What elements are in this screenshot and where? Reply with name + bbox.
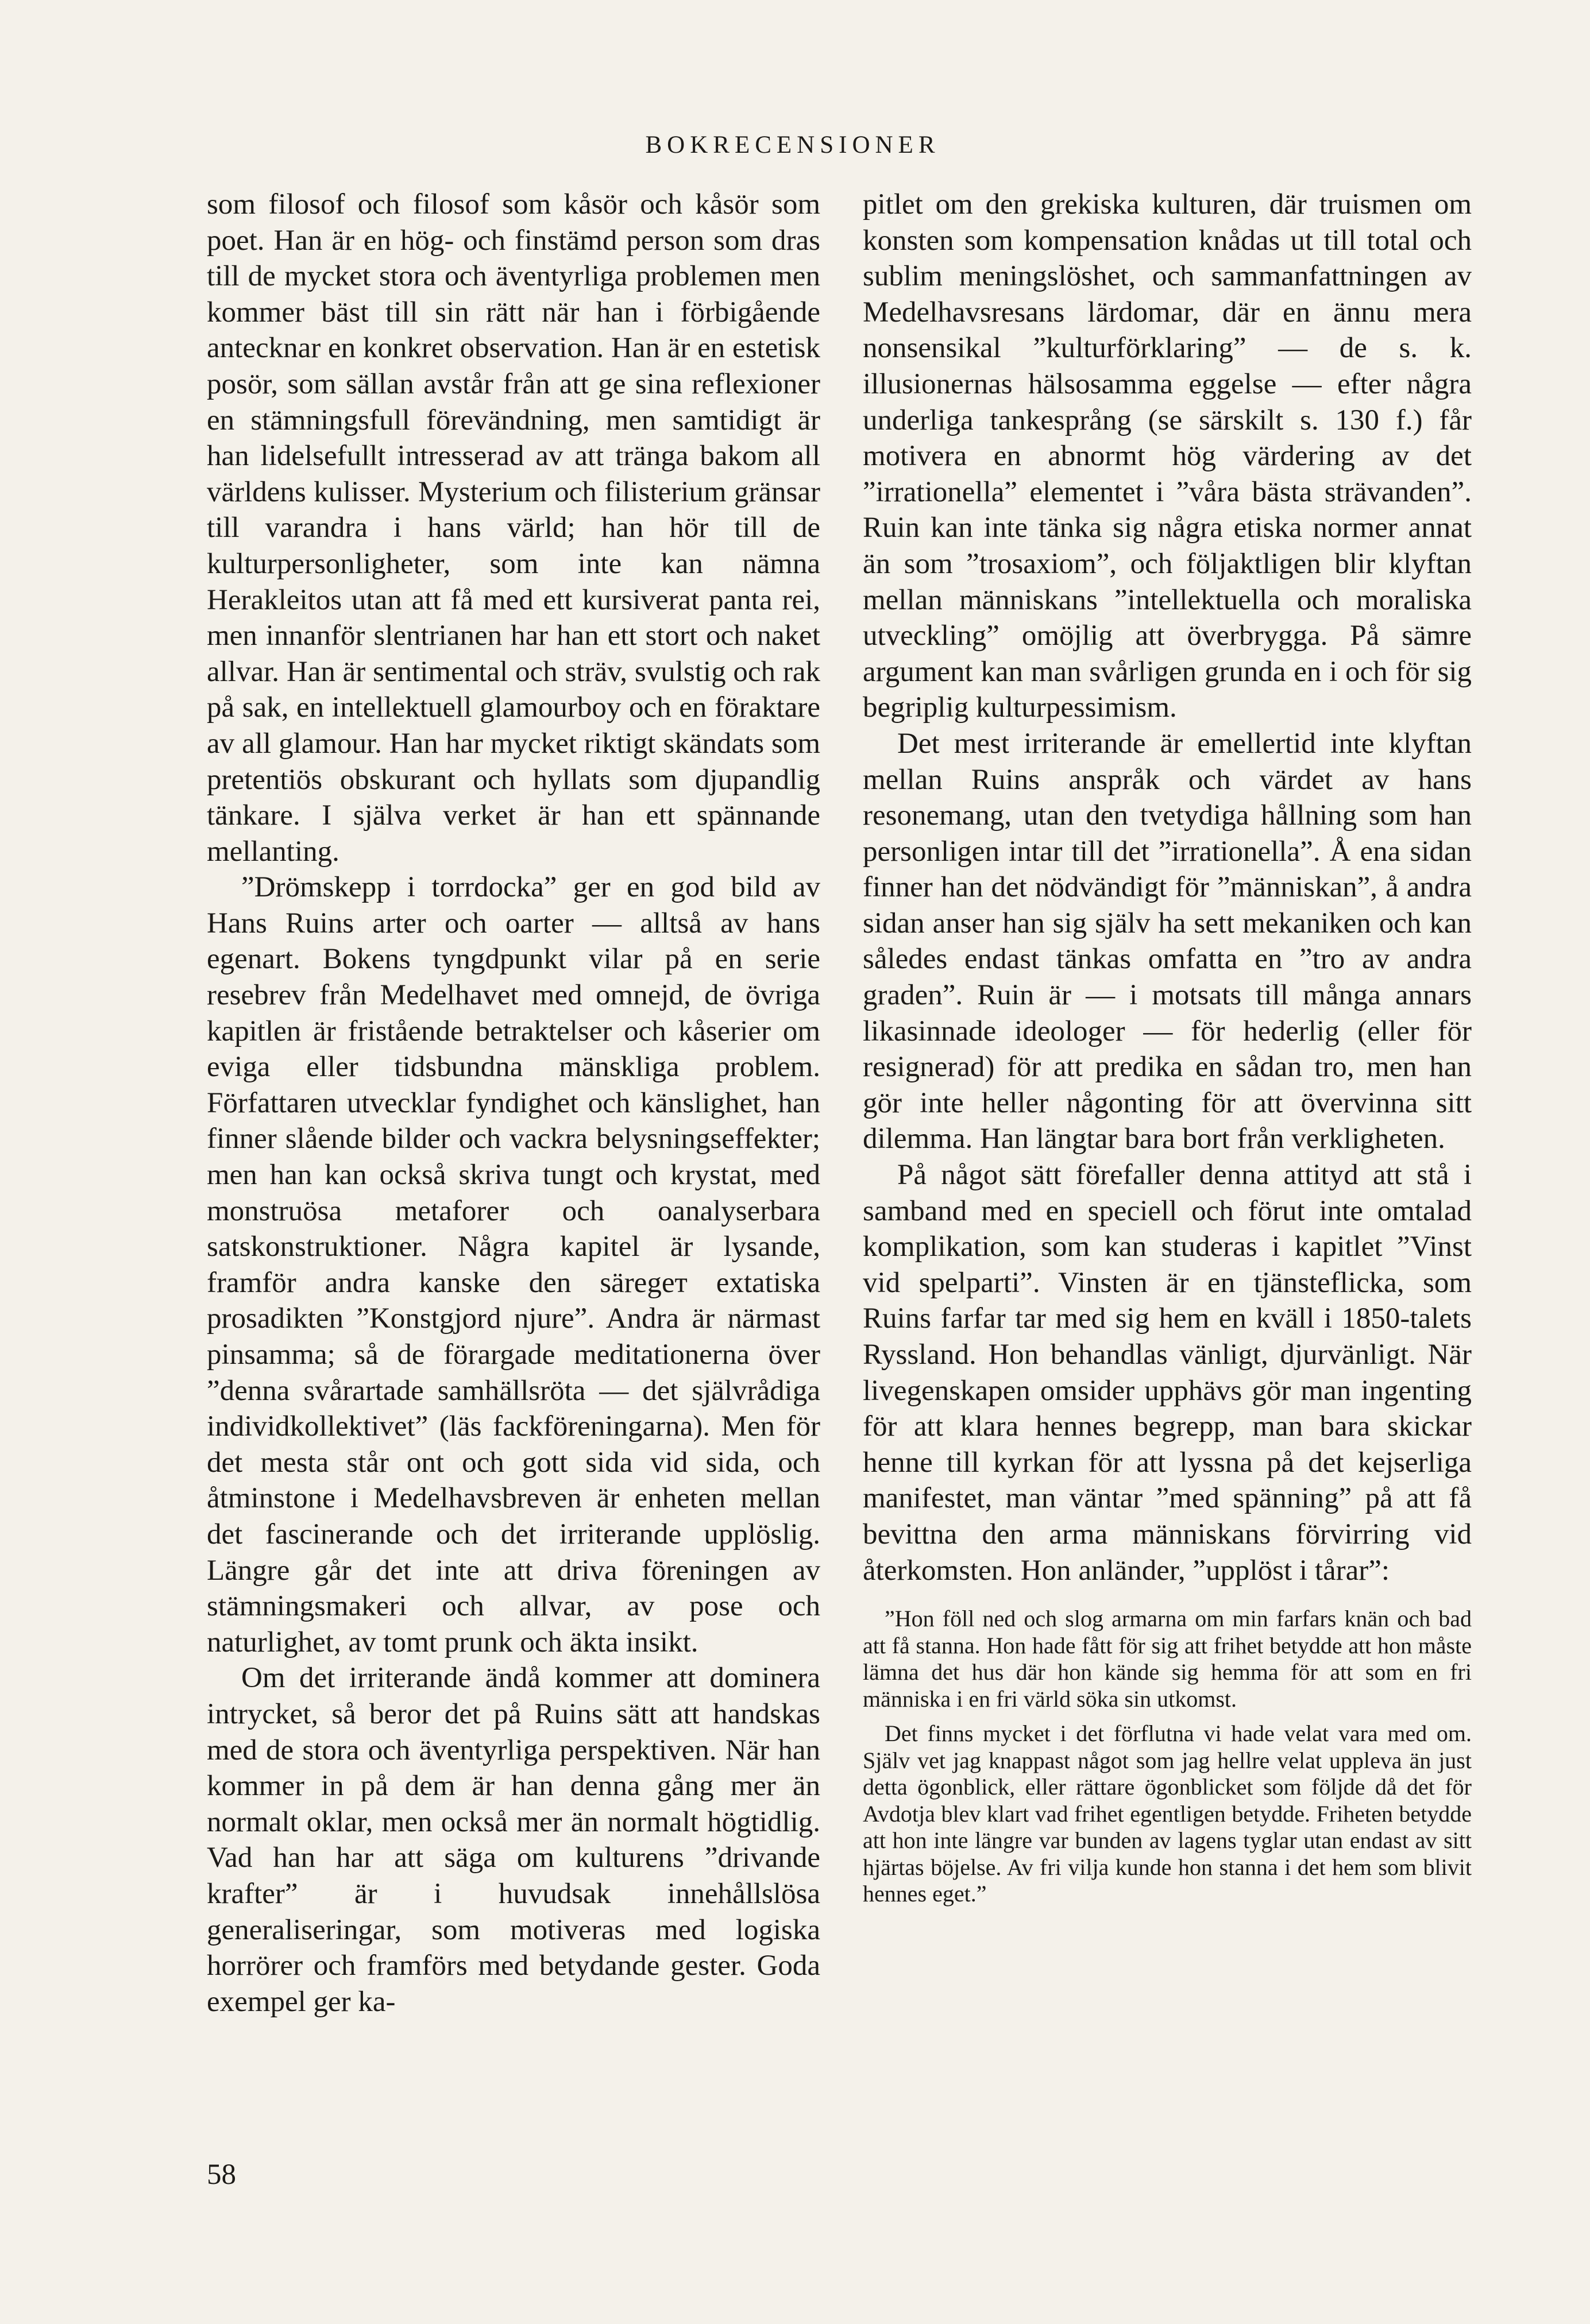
- quote-paragraph: ”Hon föll ned och slog armarna om min farfars knän och bad att få stanna. Hon hade fått för sig att frihet betydde att hon måste lämna det hus där hon kände sig hemma för att som en fri människa i en fri värld söka sin utkomst.: [863, 1606, 1472, 1712]
- paragraph: ”Drömskepp i torrdocka” ger en god bild av Hans Ruins arter och oarter — alltså av hans egenart. Bokens tyngdpunkt vilar på en serie resebrev från Medelhavet med omnejd, de övriga kapitlen är fristående betraktelser och kåserier om eviga eller tidsbundna mänskliga problem. Författaren utvecklar fyndighet och känslighet, han finner slående bilder och vackra belysningseffekter; men han kan också skriva tungt och krystat, med monstruösa metaforer och oanalyserbara satskonstruktioner. Några kapitel är lysande, framför andra kanske den säregeт extatiska prosadikten ”Konstgjord njure”. Andra är närmast pinsamma; så de förargade meditationerna över ”denna svårartade samhällsröta — det självrådiga individkollektivet” (läs fackföreningarna). Men för det mesta står ont och gott sida vid sida, och åtminstone i Medelhavsbreven är enheten mellan det fascinerande och det irriterande upplöslig. Längre går det inte att driva föreningen av stämningsmakeri och allvar, av pose och naturlighet, av tomt prunk och äkta insikt.: [207, 871, 820, 1658]
- paragraph: På något sätt förefaller denna attityd att stå i samband med en speciell och förut inte omtalad komplikation, som kan studeras i kapitlet ”Vinst vid spelparti”. Vinsten är en tjänsteflicka, som Ruins farfar tar med sig hem en kväll i 1850-talets Ryssland. Hon behandlas vänligt, djurvänligt. När livegenskapen omsider upphävs gör man ingenting för att klara hennes begrepp, man bara skickar henne till kyrkan för att lyssna på det kejserliga manifestet, man väntar ”med spänning” på att få bevittna den arma människans förvirring vid återkomsten. Hon anländer, ”upplöst i tårar”:: [863, 1159, 1472, 1587]
- paragraph: som filosof och filosof som kåsör och kåsör som poet. Han är en hög- och finstämd person som dras till de mycket stora och äventyrliga problemen men kommer bäst till sin rätt när han i förbigående antecknar en konkret observation. Han är en estetisk posör, som sällan avstår från att ge sina reflexioner en stämningsfull förevändning, men samtidigt är han lidelsefullt intresserad av att tränga bakom all världens kulisser. Mysterium och filisterium gränsar till varandra i hans värld; han hör till de kulturpersonligheter, som inte kan nämna Herakleitos utan att få med ett kursiverat panta rei, men innanför slentrianen har han ett stort och naket allvar. Han är sentimental och sträv, svulstig och rak på sak, en intellektuell glamourboy och en föraktare av all glamour. Han har mycket riktigt skändats som pretentiös obskurant och hyllats som djupandlig tänkare. I själva verket är han ett spännande mellanting.: [207, 188, 820, 868]
- paragraph: pitlet om den grekiska kulturen, där truismen om konsten som kompensation knådas ut till total och sublim meningslöshet, och sammanfattningen av Medelhavsresans lärdomar, där en ännu mera nonsensikal ”kulturförklaring” — de s. k. illusionernas hälsosamma eggelse — efter några underliga tankesprång (se särskilt s. 130 f.) får motivera en abnormt hög värdering av det ”irrationella” elementet i ”våra bästa strävanden”. Ruin kan inte tänka sig några etiska normer annat än som ”trosaxiom”, och följaktligen blir klyftan mellan människans ”intellektuella och moraliska utveckling” omöjlig att överbrygga. På sämre argument kan man svårligen grunda en i och för sig begriplig kulturpessimism.: [863, 188, 1472, 724]
- right-column: [863, 187, 1472, 1908]
- paragraph: Det mest irriterande är emellertid inte klyftan mellan Ruins anspråk och värdet av hans resonemang, utan den tvetydiga hållning som han personligen intar till det ”irrationella”. Å ena sidan finner han det nödvändigt för ”människan”, å andra sidan anser han sig själv ha sett mekaniken och kan således endast tänkas omfatta en ”tro av andra graden”. Ruin är — i motsats till många annars likasinnade ideologer — för hederlig (eller för resignerad) för att predika en sådan tro, men han gör inte heller någonting för att övervinna sitt dilemma. Han längtar bara bort från verkligheten.: [863, 727, 1472, 1155]
- page-number: 58: [207, 2159, 236, 2191]
- block-quote: [863, 1606, 1472, 1908]
- quote-paragraph: Det finns mycket i det förflutna vi hade velat vara med om. Själv vet jag knappast något som jag hellre velat uppleva än just detta ögonblick, eller rättare ögonblicket som följde då det för Avdotja blev klart vad frihet egentligen betydde. Friheten betydde att hon inte längre var bunden av lagens tyglar utan endast av sitt hjärtas böjelse. Av fri vilja kunde hon stanna i det hem som blivit hennes eget.”: [863, 1720, 1472, 1907]
- left-column: [207, 187, 820, 2020]
- paragraph: Om det irriterande ändå kommer att dominera intrycket, så beror det på Ruins sätt att handskas med de stora och äventyrliga perspektiven. När han kommer in på dem är han denna gång mer än normalt oklar, men också mer än normalt högtidlig. Vad han har att säga om kulturens ”drivande krafter” är i huvudsak innehållslösa generaliseringar, som motiveras med logiska horrörer och framförs med betydande gester. Goda exempel ger ka-: [207, 1662, 820, 2018]
- running-head: BOKRECENSIONER: [645, 132, 940, 158]
